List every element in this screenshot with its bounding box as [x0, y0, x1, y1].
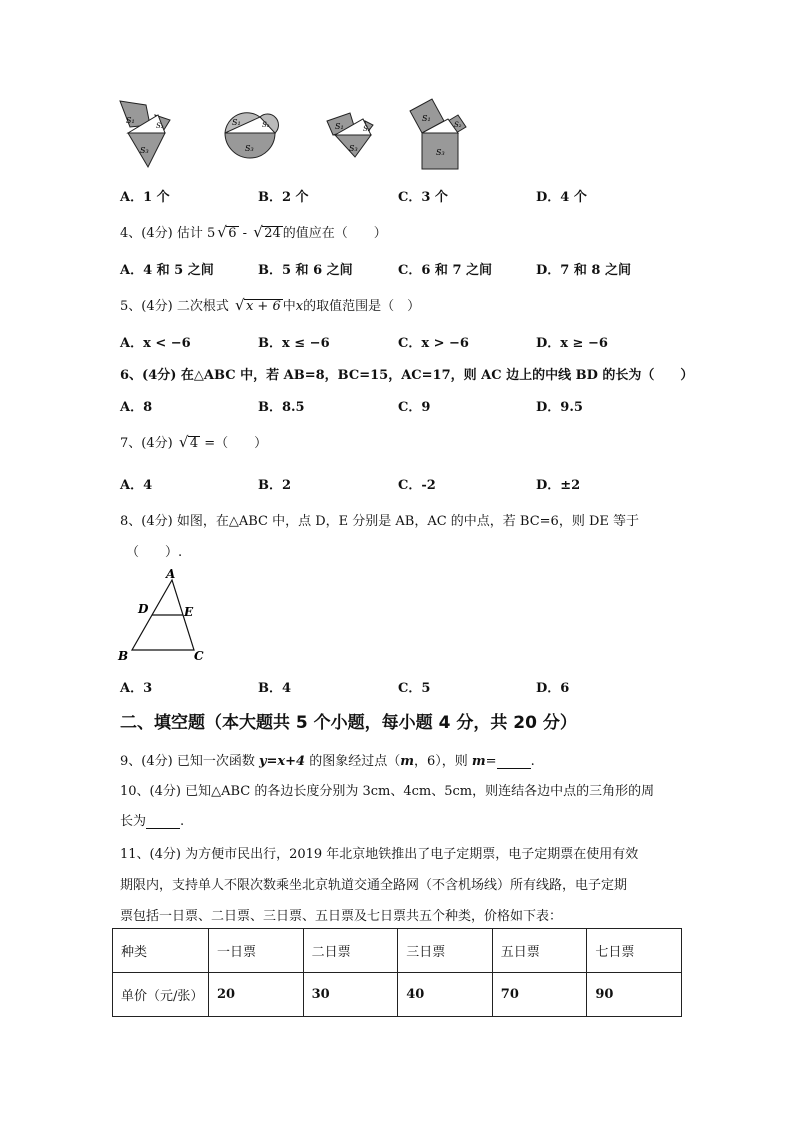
q4-option-a[interactable]: A．4 和 5 之间: [120, 263, 214, 278]
q8-triangle-figure: [114, 566, 214, 666]
q8-stem-line1: 8、(4分) 如图，在△ABC 中，点 D，E 分别是 AB，AC 的中点，若 BC=6，则 DE 等于: [120, 514, 640, 529]
q8-label-a: A: [166, 567, 176, 581]
q7-option-c[interactable]: C．-2: [398, 478, 436, 493]
q6-stem: 6、(4分) 在△ABC 中，若 AB=8，BC=15，AC=17，则 AC 边上的中线 BD 的长为（ ）: [120, 368, 694, 383]
figure-1: [120, 101, 170, 167]
ticket-price-table: [112, 928, 682, 1017]
table-cell: 单价（元/张）: [113, 973, 209, 1017]
fig4-s2: S₂: [454, 121, 462, 129]
fig2-s1: S₁: [232, 118, 241, 127]
table-header-cell: 五日票: [492, 929, 587, 973]
table-row: [113, 973, 682, 1017]
table-header-cell: 一日票: [209, 929, 304, 973]
table-header-cell: 二日票: [303, 929, 398, 973]
q9-m: m: [400, 754, 414, 769]
q10-stem-line2: [120, 810, 184, 829]
q4-option-b[interactable]: B．5 和 6 之间: [258, 263, 353, 278]
figure-3: [327, 113, 373, 157]
fig1-s1: S₁: [126, 116, 135, 125]
q11-stem-line2: 期限内，支持单人不限次数乘坐北京轨道交通全路网（不含机场线）所有线路，电子定期: [120, 878, 628, 893]
table-header-cell: 三日票: [398, 929, 493, 973]
q3-option-a[interactable]: A．1 个: [120, 190, 170, 205]
fig4-s1: S₁: [422, 114, 431, 123]
q8-option-c[interactable]: C．5: [398, 681, 431, 696]
q7-stem: 7、(4分) √ 4 =（ ）: [120, 433, 268, 451]
q5-option-d[interactable]: D．x ≥ −6: [536, 336, 608, 351]
q9-mid: 的图象经过点（: [305, 754, 401, 769]
q11-stem-line3: 票包括一日票、二日票、三日票、五日票及七日票共五个种类，价格如下表：: [120, 909, 563, 924]
table-header-row: [113, 929, 682, 973]
table-cell: 40: [398, 973, 493, 1017]
q6-option-c[interactable]: C．9: [398, 400, 431, 415]
q10-end: .: [180, 814, 185, 829]
q4-option-d[interactable]: D．7 和 8 之间: [536, 263, 631, 278]
q6-option-b[interactable]: B．8.5: [258, 400, 305, 415]
q8-label-b: B: [118, 649, 129, 663]
q3-option-d[interactable]: D．4 个: [536, 190, 587, 205]
q7-suffix: =（ ）: [200, 436, 268, 451]
q8-option-a[interactable]: A．3: [120, 681, 153, 696]
q5-option-a[interactable]: A．x < −6: [120, 336, 191, 351]
q8-stem-line2: （ ）.: [126, 545, 183, 560]
figure-4: [410, 99, 466, 169]
q3-figures: [110, 95, 490, 175]
q9-stem: [120, 750, 535, 769]
q5-suffix: 的取值范围是（ ）: [303, 299, 421, 314]
q4-suffix: 的值应在（ ）: [282, 226, 387, 241]
q9-prefix: 9、(4分) 已知一次函数: [120, 754, 259, 769]
section-2-heading: 二、填空题（本大题共 5 个小题，每小题 4 分，共 20 分）: [120, 713, 577, 733]
fig1-s2: S₂: [156, 122, 164, 130]
q7-radicand: 4: [189, 436, 199, 451]
q7-prefix: 7、(4分): [120, 436, 177, 451]
q10-prefix: 长为: [120, 814, 147, 829]
q4-option-c[interactable]: C．6 和 7 之间: [398, 263, 493, 278]
q8-label-c: C: [194, 649, 204, 663]
q9-answer-blank[interactable]: [497, 756, 531, 769]
q4-minus: -: [238, 226, 252, 241]
q3-option-c[interactable]: C．3 个: [398, 190, 448, 205]
q6-option-d[interactable]: D．9.5: [536, 400, 583, 415]
q9-m2: m: [471, 754, 486, 769]
q5-prefix: 5、(4分) 二次根式: [120, 299, 233, 314]
q5-radicand: x + 6: [245, 299, 281, 314]
q7-option-d[interactable]: D．±2: [536, 478, 581, 493]
q8-label-d: D: [138, 602, 149, 616]
q5-stem: 5、(4分) 二次根式 √ x + 6 中x的取值范围是（ ）: [120, 296, 421, 314]
fig3-s1: S₁: [335, 122, 344, 131]
q9-rest: ，6），则: [414, 754, 472, 769]
q7-option-a[interactable]: A．4: [120, 478, 153, 493]
q4-stem: 4、(4分) 估计 5 √ 6 - √ 24 的值应在（ ）: [120, 223, 387, 241]
fig2-s2: S₂: [262, 121, 270, 129]
q6-option-a[interactable]: A．8: [120, 400, 153, 415]
fig2-s3: S₃: [245, 144, 254, 153]
table-header-cell: 种类: [113, 929, 209, 973]
q3-option-b[interactable]: B．2 个: [258, 190, 309, 205]
q9-function: y=x+4: [258, 754, 306, 769]
table-cell: 30: [303, 973, 398, 1017]
q5-var: x: [295, 299, 304, 314]
q5-option-b[interactable]: B．x ≤ −6: [258, 336, 330, 351]
q4-radicand-1: 6: [228, 226, 237, 241]
fig3-s3: S₃: [349, 144, 358, 153]
q10-answer-blank[interactable]: [146, 816, 180, 829]
q5-mid: 中: [282, 299, 296, 314]
q8-option-d[interactable]: D．6: [536, 681, 570, 696]
q8-option-b[interactable]: B．4: [258, 681, 292, 696]
table-cell: 70: [492, 973, 587, 1017]
table-cell: 20: [209, 973, 304, 1017]
q11-stem-line1: 11、(4分) 为方便市民出行，2019 年北京地铁推出了电子定期票，电子定期票在使用有效: [120, 847, 639, 862]
q8-label-e: E: [184, 605, 194, 619]
q9-end: .: [530, 754, 535, 769]
q5-option-c[interactable]: C．x > −6: [398, 336, 469, 351]
fig3-s2: S₂: [363, 125, 371, 133]
q10-stem-line1: 10、(4分) 已知△ABC 的各边长度分别为 3cm、4cm、5cm，则连结各边中点的三角形的周: [120, 784, 655, 799]
q9-eq: =: [485, 754, 497, 769]
fig1-s3: S₃: [140, 146, 149, 155]
q7-option-b[interactable]: B．2: [258, 478, 292, 493]
q4-radicand-2: 24: [264, 226, 281, 241]
fig4-s3: S₃: [436, 148, 445, 157]
figure-2: [225, 113, 278, 158]
q4-prefix: 4、(4分) 估计 5: [120, 226, 216, 241]
table-cell: 90: [587, 973, 682, 1017]
table-header-cell: 七日票: [587, 929, 682, 973]
